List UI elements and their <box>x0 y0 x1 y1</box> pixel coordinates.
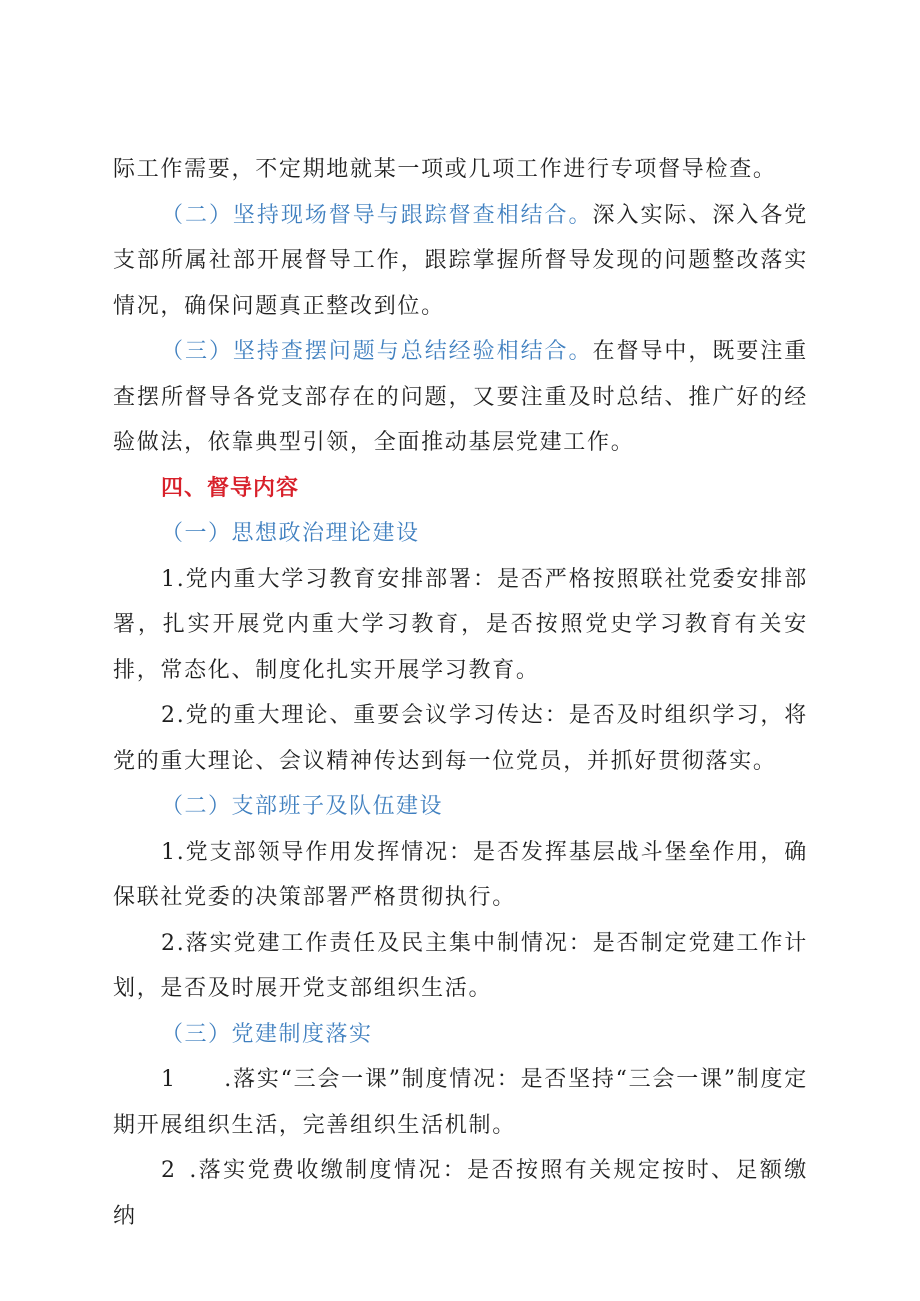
paragraph-continuation: 际工作需要，不定期地就某一项或几项工作进行专项督导检查。 <box>113 157 777 182</box>
principle-3-lead: （三）坚持查摆问题与总结经验相结合。 <box>161 339 593 364</box>
item-2-1: 1.党支部领导作用发挥情况：是否发挥基层战斗堡垒作用，确保联社党委的决策部署严格贯彻执行。 <box>113 839 808 910</box>
principle-2-body: 深入实际、深入各党支部所属社部开展督导工作，跟踪掌握所督导发现的问题整改落实情况，确保问题真正整改到位。 <box>113 202 808 319</box>
paragraph-principle-3 <box>113 329 808 466</box>
item-3-2: 2 .落实党费收缴制度情况：是否按照有关规定按时、足额缴纳 <box>113 1158 808 1229</box>
principle-2-lead: （二）坚持现场督导与跟踪督查相结合。 <box>161 202 593 228</box>
item-3-1: 1 .落实“三会一课”制度情况：是否坚持“三会一课”制度定期开展组织生活，完善组织生活机制。 <box>113 1067 808 1138</box>
section-heading: 四、督导内容 <box>161 475 300 501</box>
item-1-2: 2.党的重大理论、重要会议学习传达：是否及时组织学习，将党的重大理论、会议精神传达到每一位党员，并抓好贯彻落实。 <box>113 703 808 774</box>
sub-heading-3: （三）党建制度落实 <box>161 1021 373 1047</box>
paragraph-principle-2 <box>113 193 808 330</box>
sub-heading-2: （二）支部班子及队伍建设 <box>161 794 444 819</box>
sub-heading-1: （一）思想政治理论建设 <box>161 521 420 546</box>
item-1-1: 1.党内重大学习教育安排部署：是否严格按照联社党委安排部署，扎实开展党内重大学习教育，是否按照党史学习教育有关安排，常态化、制度化扎实开展学习教育。 <box>113 566 808 683</box>
item-2-2: 2.落实党建工作责任及民主集中制情况：是否制定党建工作计划，是否及时展开党支部组织生活。 <box>113 930 808 1001</box>
principle-3-body: 在督导中，既要注重查摆所督导各党支部存在的问题，又要注重及时总结、推广好的经验做法，依靠典型引领，全面推动基层党建工作。 <box>113 339 808 455</box>
